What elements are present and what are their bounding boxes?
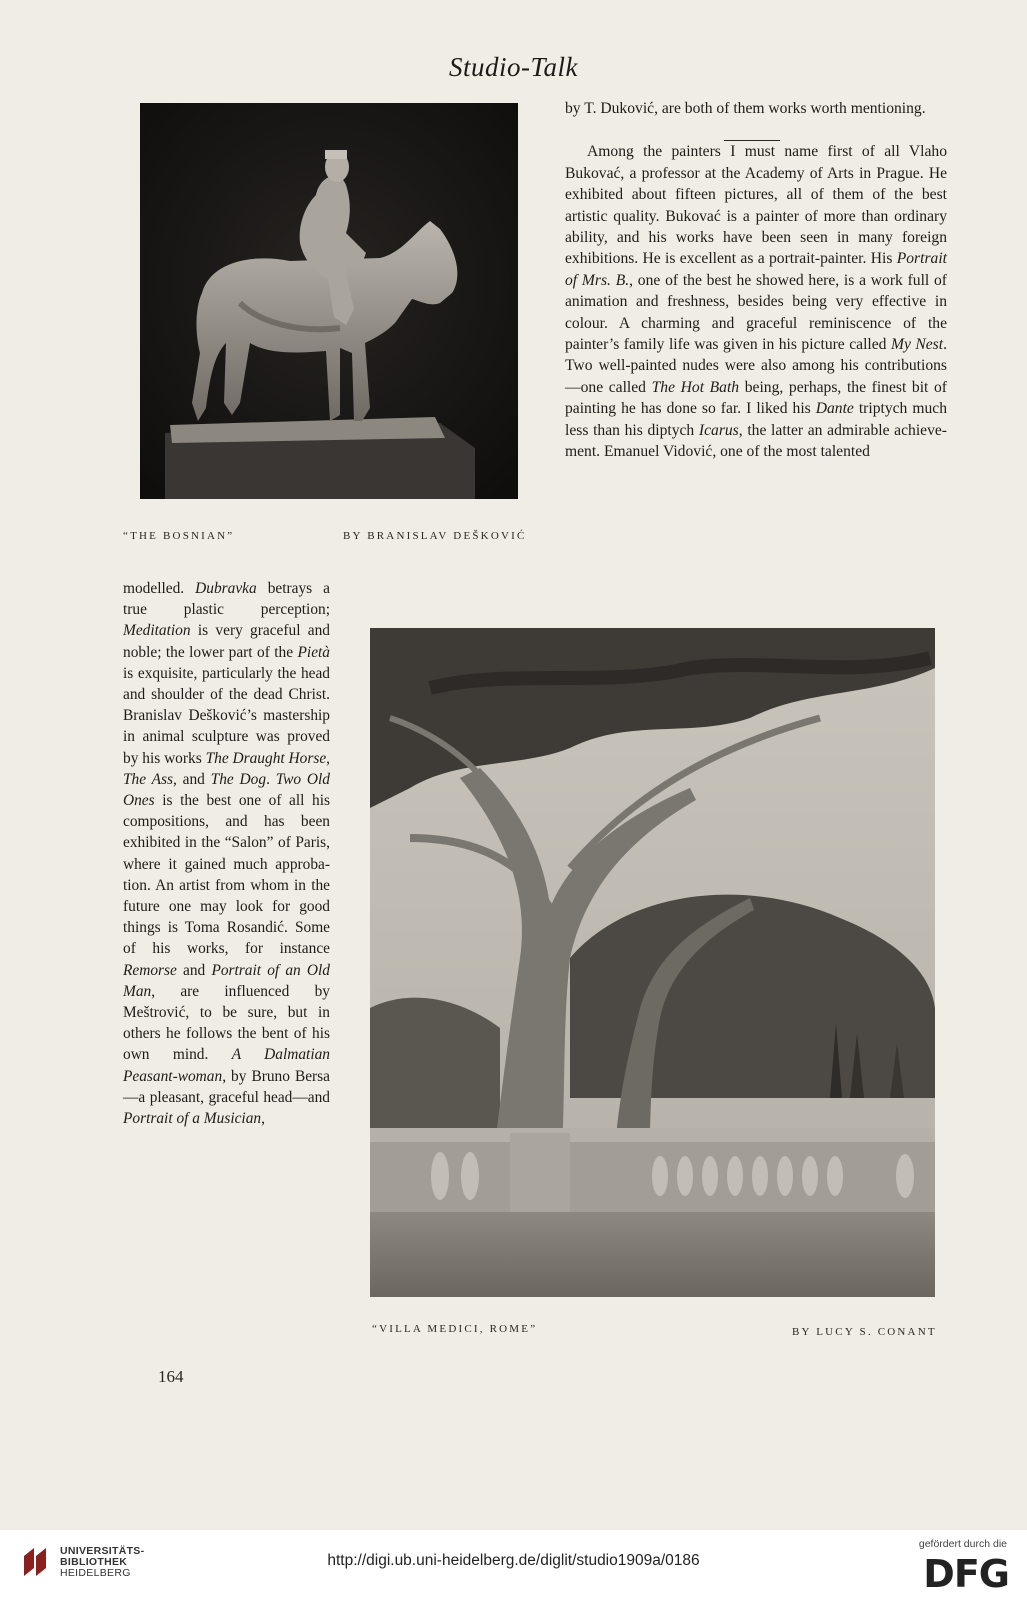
plate-one-caption-title: “THE BOSNIAN”	[123, 530, 235, 542]
left-text-column	[123, 578, 330, 1129]
landscape-painting	[370, 628, 935, 1297]
plate-villa-medici	[370, 628, 935, 1297]
library-line-2: BIBLIOTHEK	[60, 1556, 128, 1568]
page-number: 164	[158, 1367, 184, 1386]
plate-the-bosnian	[140, 103, 518, 499]
library-line-1: UNIVERSITÄTS-	[60, 1545, 145, 1557]
right-text-column	[565, 98, 947, 463]
permalink-url[interactable]: http://digi.ub.uni-heidelberg.de/diglit/studio1909a/0186	[327, 1552, 700, 1569]
section-rule	[724, 140, 780, 141]
plate-two-caption-title: “VILLA MEDICI, ROME”	[372, 1323, 538, 1335]
plate-two-caption-artist: BY LUCY S. CONANT	[792, 1326, 937, 1338]
viewer-footer	[0, 1530, 1027, 1600]
plate-one-caption-artist: BY BRANISLAV DEŠKOVIĆ	[343, 530, 527, 542]
sculpture-photo	[140, 103, 518, 499]
sponsor-text: gefördert durch die	[918, 1538, 1007, 1550]
running-header: Studio-Talk	[448, 52, 579, 82]
paragraph-sculptors: modelled. Dubravka betrays a true plastic perception; Meditation is very graceful and noble; the lower part of the Pietà is exquisite, particularly the head and shoulder of the dead Christ. Branislav Dešković’s mastership in animal sculpture was proved by his works The Draught Horse, The Ass, and The Dog. Two Old Ones is the best one of all his compositions, and has been exhibited in the “Salon” of Paris, where it gained much approbation. An artist from whom in the future one may look for good things is Toma Rosandić. Some of his works, for instance Remorse and Portrait of an Old Man, are influenced by Meštrović, to be sure, but in others he follows the bent of his own mind. A Dalmatian Peasant-woman, by Bruno Bersa—a pleasant, graceful head—and Portrait of a Musician,	[123, 580, 331, 1128]
dfg-logo: DFG	[923, 1552, 1009, 1596]
paragraph-continuation: by T. Duković, are both of them works worth mentioning.	[565, 100, 926, 117]
library-line-3: HEIDELBERG	[60, 1567, 131, 1579]
paragraph-painters: Among the painters I must name first of all Vlaho Bukovać, a professor at the Academy of Arts in Prague. He exhibited about fifteen pictures, all of them of the best artistic quality. Bukovać is a painter of more than ordinary ability, and his works have been seen in many foreign exhibitions. He is excellent as a portrait-painter. His Portrait of Mrs. B., one of the best he showed here, is a work full of animation and freshness, besides being very effective in colour. A charming and graceful reminiscence of the painter’s family life was given in his picture called My Nest. Two well-painted nudes were also among his contributions—one called The Hot Bath being, perhaps, the finest bit of painting he has done so far. I liked his Dante triptych much less than his diptych Icarus, the latter an admirable achievement. Emanuel Vidović, one of the most talented	[565, 143, 948, 461]
